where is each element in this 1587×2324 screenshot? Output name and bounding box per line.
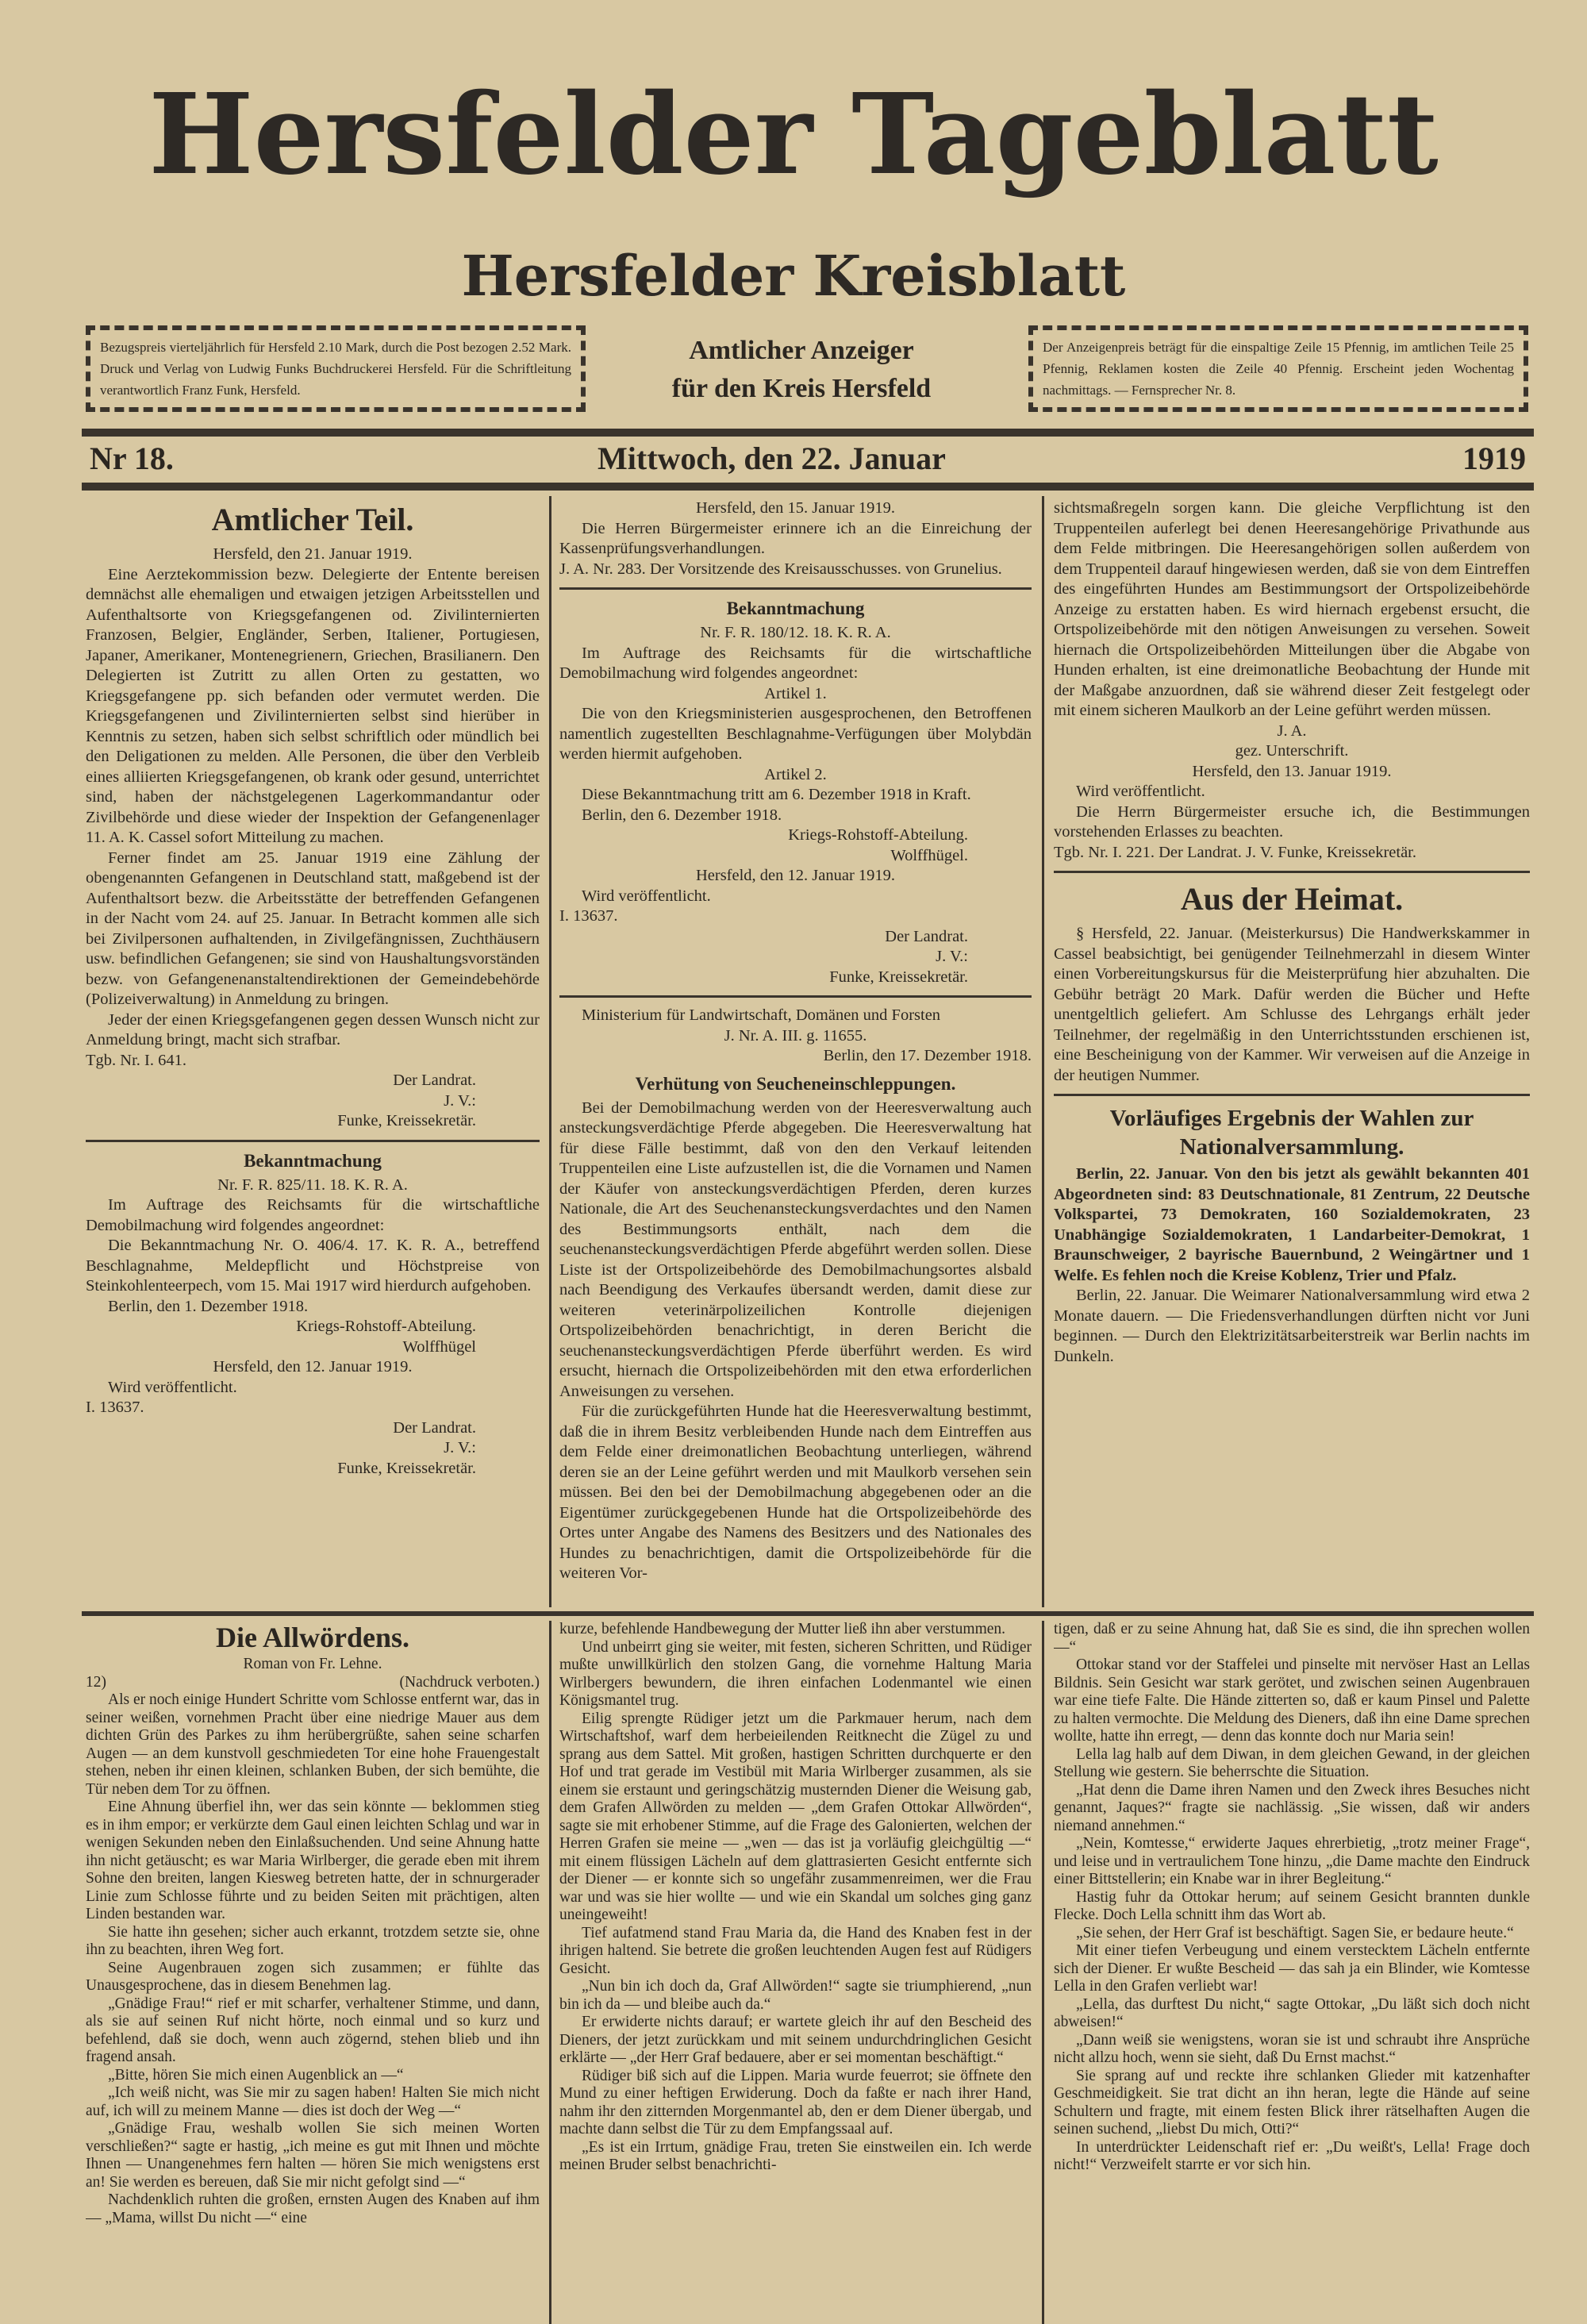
paragraph: Diese Bekanntmachung tritt am 6. Dezember 1918 in Kraft. (582, 786, 971, 803)
paragraph: Hersfeld, den 21. Januar 1919. (213, 545, 413, 563)
paragraph: „Nun bin ich doch da, Graf Allwörden!“ sagte sie triumphierend, „nun bin ich da — und bleibe auch da.“ (559, 1978, 1032, 2013)
paragraph: „Bitte, hören Sie mich einen Augenblick an —“ (108, 2066, 404, 2084)
signature: Kriegs-Rohstoff-Abteilung. (296, 1318, 476, 1335)
signature: gez. Unterschrift. (1235, 742, 1349, 760)
reference-number: I. 13637. (559, 907, 618, 925)
signature: Wolffhügel. (890, 846, 968, 864)
newspaper-subtitle: Hersfelder Kreisblatt (461, 243, 1126, 309)
paragraph: Seine Augenbrauen zogen sich zusammen; er fühlte das Unausgesprochene, das in diesem Benehmen lag. (86, 1959, 540, 1994)
column-2 (559, 498, 1032, 1610)
signature: Der Landrat. (885, 927, 968, 945)
paragraph: Im Auftrage des Reichsamts für die wirtschaftliche Demobilmachung wird folgendes angeordnet: (86, 1196, 540, 1234)
signature: Funke, Kreissekretär. (829, 968, 968, 986)
divider (559, 587, 1032, 590)
notice-number: Nr. F. R. 825/11. 18. K. R. A. (217, 1175, 408, 1194)
paragraph: Berlin, 22. Januar. Von den bis jetzt als gewählt bekannten 401 Abgeordneten sind: 83 Deutschnationale, 81 Zentrum, 22 Deutsche Volkspartei, 73 Demokraten, 160 Sozialdemokraten, 23 Unabhängige Sozialdemokraten, 1 Landarbeiter-Demokrat, 1 Braunschweiger, 2 bayrische Bauernbund, 2 Weingärtner und 1 Welfe. Es fehlen noch die Kreise Koblenz, Trier und Pfalz. (1054, 1165, 1530, 1284)
divider (82, 483, 1534, 491)
dateline (82, 438, 1534, 479)
signature: Funke, Kreissekretär. (337, 1112, 476, 1129)
notice-heading: Bekanntmachung (726, 598, 865, 618)
paragraph: kurze, befehlende Handbewegung der Mutter ließ ihn aber verstummen. (559, 1621, 1006, 1637)
paragraph: Für die zurückgeführten Hunde hat die Heeresverwaltung bestimmt, daß die in ihrem Besitz verbleibenden Hunde nach dem Eintreffen aus dem Felde einer dreimonatlichen Beobachtung unterliegen, während deren sie an der Leine geführt werden und mit Maulkorb versehen sein müssen. Bei den bei der Demobilmachung abgegebenen oder an die Eigentümer zurückgegebenen Hunde hat die Ortspolizeibehörde des Ortes unter Angabe des Namens des Besitzers und des Nationales des Hundes zu benachrichtigen, damit die Ortspolizeibehörde für die weiteren Vor- (559, 1402, 1032, 1582)
signature: Der Landrat. (393, 1418, 476, 1437)
paragraph: Die Herren Bürgermeister erinnere ich an die Einreichung der Kassenprüfungsverhandlungen. (559, 519, 1032, 557)
paragraph: Die Herrn Bürgermeister ersuche ich, die Bestimmungen vorstehenden Erlasses zu beachten. (1054, 802, 1530, 841)
paragraph: „Sie sehen, der Herr Graf ist beschäftigt. Sagen Sie, er bedaure heute.“ (1076, 1924, 1514, 1941)
serial-byline: Roman von Fr. Lehne. (243, 1656, 382, 1672)
paragraph: Die von den Kriegsministerien ausgesprochenen, den Betroffenen namentlich zugestellten Beschlagnahme-Verfügungen über Molybdän werden hiermit aufgehoben. (559, 705, 1032, 763)
paragraph: Eine Ahnung überfiel ihn, wer das sein könnte — beklommen stieg es in ihm empor; er verkürzte dem Gaul einen leichten Schlag und war in wenigen Sekunden neben den Einlaßsuchenden. Und seine Ahnung hatte ihn nicht getäuscht; es war Maria Wirlberger, die gerade eben mit ihrem Sohne den breiten, langen Kiesweg betreten hatte, der in schnurgerader Linie zum Schlosse führte und zu beiden Seiten mit prächtigen, alten Linden bestanden war. (86, 1799, 540, 1922)
paragraph: Berlin, den 6. Dezember 1918. (582, 806, 782, 824)
paragraph: Sie hatte ihn gesehen; sicher auch erkannt, trotzdem setzte sie, ohne ihn zu beachten, ihren Weg fort. (86, 1923, 540, 1958)
paragraph: „Gnädige Frau, weshalb wollen Sie sich meinen Worten verschließen?“ sagte er hastig, „ich meine es gut mit Ihnen und möchte Ihnen — Unangenehmes fern halten — hören Sie mich wenigstens erst an! Sie werden es bereuen, daß Sie mir nicht gefolgt sind —“ (86, 2120, 540, 2191)
paragraph: Hersfeld, den 12. Januar 1919. (213, 1358, 413, 1376)
official-gazette-label (591, 332, 1012, 408)
feuilleton-column-2 (559, 1621, 1032, 2322)
notice-heading: Bekanntmachung (244, 1150, 382, 1171)
column-divider (549, 1621, 551, 2324)
paragraph: Die Bekanntmachung Nr. O. 406/4. 17. K. R. A., betreffend Beschlagnahme, Meldepflicht und Höchstpreise von Steinkohlenteerpech, vom 15. Mai 1917 wird hierdurch aufgehoben. (86, 1237, 540, 1295)
signature: J. A. (1277, 721, 1307, 740)
article-label: Artikel 1. (764, 684, 827, 702)
paragraph: Wird veröffentlicht. (108, 1378, 237, 1396)
paragraph: Wird veröffentlicht. (582, 887, 711, 905)
divider (559, 995, 1032, 998)
paragraph: Berlin, den 1. Dezember 1918. (108, 1297, 309, 1315)
gazette-line-2: für den Kreis Hersfeld (671, 374, 932, 403)
divider (1054, 1094, 1530, 1096)
paragraph: sichtsmaßregeln sorgen kann. Die gleiche Verpflichtung ist den Truppenteilen auferlegt bei denen Heeresangehörige Privathunde aus dem Felde mitbringen. Die Heeresangehörigen sollen außerdem von dem Truppenteil darauf hingewiesen werden, daß sie von dem Eintreffen des eingeführten Hundes am Bestimmungsort der Ortspolizeibehörde Anzeige zu erstatten haben. Es wird hiernach ergebenst ersucht, die Ortspolizeibehörde mit den nötigen Anweisungen zu versehen. Soweit hiernach die Ortspolizeibehörden Mitteilungen über die Abgabe von Hunden erhalten, ist eine dreimonatliche Beobachtung der Hunde mit der Maßgabe anzuordnen, daß sie während dieser Zeit festgelegt oder mit einem sicheren Maulkorb an der Leine geführt werden müssen. (1054, 499, 1530, 719)
advertising-box: Der Anzeigenpreis beträgt für die einspaltige Zeile 15 Pfennig, im amtlichen Teile 25 Pfennig, Reklamen kosten die Zeile 40 Pfennig. Erscheint jeden Wochentag nachmittags. — Fernsprecher Nr. 8. (1028, 325, 1528, 412)
paragraph: J. A. Nr. 283. Der Vorsitzende des Kreisausschusses. von Grunelius. (559, 560, 1002, 578)
signature: Kriegs-Rohstoff-Abteilung. (788, 826, 968, 844)
gazette-line-1: Amtlicher Anzeiger (689, 336, 914, 365)
column-divider (1042, 496, 1044, 1607)
paragraph: Als er noch einige Hundert Schritte vom Schlosse entfernt war, das in seiner weißen, vornehmen Pracht über eine niedrige Mauer aus dem dichten Grün des Parkes zu ihm herübergrüßte, sahen seine scharfen Augen — an dem kunstvoll geschmiedeten Tor eine hohe Frauengestalt stehen, neben ihr einen kleinen, schlanken Buben, der sich bemühte, die Tür neben dem Tor zu öffnen. (86, 1691, 540, 1798)
paragraph: Jeder der einen Kriegsgefangenen gegen dessen Wunsch nicht zur Anmeldung bringt, macht sich strafbar. (86, 1010, 540, 1048)
paragraph: Er erwiderte nichts darauf; er wartete gleich ihr auf den Bescheid des Dieners, der jetzt zurückkam und mit seinem undurchdringlichen Gesicht erklärte — „der Herr Graf bedauere, aber er sei momentan beschäftigt.“ (559, 2014, 1032, 2066)
column-divider (549, 496, 551, 1607)
section-heading: Amtlicher Teil. (211, 502, 414, 537)
subscription-box: Bezugspreis vierteljährlich für Hersfeld 2.10 Mark, durch die Post bezogen 2.52 Mark. Druck und Verlag von Ludwig Funks Buchdruckerei Hersfeld. Für die Schriftleitung verantwortlich Franz Funk, Hersfeld. (86, 325, 586, 412)
paragraph: Mit einer tiefen Verbeugung und einem verstecktem Lächeln entfernte sich der Diener. Er wußte Bescheid — das sah ja ein Blinder, wie Komtesse Lella in den Grafen verliebt war! (1054, 1942, 1530, 1995)
paragraph: „Nein, Komtesse,“ erwiderte Jaques ehrerbietig, „trotz meiner Frage“, und leise und in vertraulichem Tone hinzu, „die Dame machte den Eindruck einer Bittstellerin; ein Knabe war in ihrer Begleitung.“ (1054, 1835, 1530, 1887)
paragraph: Im Auftrage des Reichsamts für die wirtschaftliche Demobilmachung wird folgendes angeordnet: (559, 644, 1032, 682)
paragraph: Eine Aerztekommission bezw. Delegierte der Entente bereisen demnächst alle ehemaligen und etwaigen jetzigen Arbeitsstellen und Aufenthaltsorte von Kriegsgefangenen od. Zivilinternierten Franzosen, Belgier, Engländer, Serben, Italiener, Portugiesen, Japaner, Amerikaner, Montenegrienern, Griechen, Brasilianern. Den Delegierten ist Zutritt zu allen Orten zu gestatten, wo Kriegsgefangene pp. sich befanden oder vermutet werden. Die Kriegsgefangenen und Zivilinternierten selbst sind hierüber in Kenntnis zu setzen, haben sich selbst schriftlich oder mündlich bei den Deligationen zu melden. Alle Personen, die über den Verbleib eines alliierten Kriegsgefangenen, ob krank oder gesund, unterrichtet sind, haben der nächstgelegenen Lagerkommandantur oder Zivilbehörde und diese wieder der Inspektion der Gefangenenlager 11. A. K. Cassel sofort Mitteilung zu machen. (86, 565, 540, 846)
paragraph: „Gnädige Frau!“ rief er mit scharfer, verhaltener Stimme, und dann, als sie auf seinen Ruf nicht hörte, noch einmal und so kurz und befehlend, daß sie doch, wenn auch zögernd, stehen blieb und ihn fragend ansah. (86, 1995, 540, 2065)
paragraph: „Es ist ein Irrtum, gnädige Frau, treten Sie einstweilen ein. Ich werde meinen Bruder selbst benachrichti- (559, 2138, 1032, 2173)
issue-year: 1919 (1462, 441, 1526, 476)
signature: J. V.: (444, 1091, 476, 1110)
signature: Wolffhügel (402, 1337, 476, 1356)
paragraph: Nachdenklich ruhten die großen, ernsten Augen des Knaben auf ihm — „Mama, willst Du nicht —“ eine (86, 2191, 540, 2226)
reference-number: Tgb. Nr. I. 641. (86, 1051, 186, 1069)
divider (82, 429, 1534, 437)
article-label: Artikel 2. (764, 765, 827, 783)
paragraph: Eilig sprengte Rüdiger jetzt um die Parkmauer herum, nach dem Wirtschaftshof, warf dem herbeieilenden Reitknecht die Zügel zu und sprang aus dem Sattel. Mit großen, hastigen Schritten durchquerte er den Hof und trat gerade im Vestibül mit Maria Wirlberger zusammen, als sie einem sie erstaunt und geringschätzig musternden Diener die Weisung gab, dem Grafen Allwörden zu melden — „dem Grafen Ottokar Allwörden“, sagte sie mit erhobener Stimme, auf die Frage des Galonierten, welchen der Herren Grafen sie meine — „wen — das ist ja vorläufig gleichgültig —“ mit einem flüssigen Lächeln auf dem glattrasierten Gesicht entfernte sich der Diener — er konnte sich so ungefähr zusammenreimen, wer die Frau war und was sie hier wollte — und wie ein Skandal um solches ging ganz uneingeweiht! (559, 1710, 1032, 1923)
notice-heading: Verhütung von Seucheneinschleppungen. (635, 1073, 956, 1094)
paragraph: Hastig fuhr da Ottokar herum; auf seinem Gesicht brannten dunkle Flecke. Doch Lella schnitt ihm das Wort ab. (1054, 1888, 1530, 1923)
paragraph: „Lella, das durftest Du nicht,“ sagte Ottokar, „Du läßt sich doch nicht abweisen!“ (1054, 1995, 1530, 2030)
reference-number: I. 13637. (86, 1399, 144, 1416)
divider (86, 1140, 540, 1142)
paragraph: Hersfeld, den 13. Januar 1919. (1192, 762, 1392, 780)
paragraph: Berlin, 22. Januar. Die Weimarer Nationalversammlung wird etwa 2 Monate dauern. — Die Friedensverhandlungen dürften nicht vor Juni beginnen. — Durch den Elektrizitätsarbeiterstreik war Berlin nachts im Dunkeln. (1054, 1287, 1530, 1365)
paragraph: „Hat denn die Dame ihren Namen und den Zweck ihres Besuches nicht genannt, Jaques?“ fragte sie nachlässig. „Sie wissen, daß wir anders niemand annehmen.“ (1054, 1781, 1530, 1834)
signature: J. V.: (936, 948, 968, 965)
notice-number: Nr. F. R. 180/12. 18. K. R. A. (700, 624, 891, 641)
paragraph: Tief aufatmend stand Frau Maria da, die Hand des Knaben fest in der ihrigen haltend. Sie betrete die großen leuchtenden Augen fest auf Rüdigers Gesicht. (559, 1924, 1032, 1977)
paragraph: Hersfeld, den 12. Januar 1919. (695, 867, 896, 884)
paragraph: Berlin, den 17. Dezember 1918. (823, 1047, 1032, 1064)
signature: Der Landrat. (393, 1072, 476, 1089)
reference-number: Tgb. Nr. I. 221. Der Landrat. J. V. Funke, Kreissekretär. (1054, 843, 1416, 861)
paragraph: Rüdiger biß sich auf die Lippen. Maria wurde feuerrot; sie öffnete den Mund zu einer heftigen Erwiderung. Doch da faßte er nach ihrer Hand, nahm ihr den zitternden Morgenmantel ab, den er dem Diener übergab, und machte dann selbst die Tür zu dem Empfangssaal auf. (559, 2067, 1032, 2137)
divider (1054, 871, 1530, 873)
serial-title: Die Allwördens. (215, 1622, 409, 1653)
section-heading: Vorläufiges Ergebnis der Wahlen zur Nationalversammlung. (1109, 1106, 1474, 1160)
paragraph: „Dann weiß sie wenigstens, woran sie ist und schraubt ihre Ansprüche nicht allzu hoch, wenn sie sieht, daß Du Ernst machst.“ (1054, 2031, 1530, 2066)
feuilleton-column-1 (86, 1621, 540, 2322)
paragraph: Ministerium für Landwirtschaft, Domänen und Forsten (582, 1006, 941, 1024)
column-1 (86, 498, 540, 1610)
installment-number: 12) (86, 1673, 106, 1691)
column-3 (1054, 498, 1530, 1610)
section-heading: Aus der Heimat. (1180, 881, 1404, 917)
paragraph: „Ich weiß nicht, was Sie mir zu sagen haben! Halten Sie mich nicht auf, ich will zu meinem Manne — dies ist doch der Weg —“ (86, 2084, 540, 2119)
issue-date: Mittwoch, den 22. Januar (598, 441, 946, 476)
paragraph: In unterdrückter Leidenschaft rief er: „Du weißt's, Lella! Frage doch nicht!“ Verzweifelt starrte er vor sich hin. (1054, 2138, 1530, 2173)
paragraph: Und unbeirrt ging sie weiter, mit festen, sicheren Schritten, und Rüdiger mußte unwillkürlich den stolzen Gang, die vornehme Haltung Maria Wirlbergers bewundern, die ihren einfachen Lodenmantel wie einen Königsmantel trug. (559, 1638, 1032, 1709)
divider (82, 1611, 1534, 1616)
signature: J. V.: (444, 1439, 476, 1456)
signature: Funke, Kreissekretär. (337, 1459, 476, 1477)
newspaper-title: Hersfelder Tageblatt (148, 70, 1439, 200)
paragraph: Ottokar stand vor der Staffelei und pinselte mit nervöser Hast an Lellas Bildnis. Sein Gesicht war stark gerötet, und zwischen seinen Augenbrauen war eine tiefe Falte. Die Hände zitterten so, daß er kaum Pinsel und Palette zu halten vermochte. Die Meldung des Dieners, daß ihn eine Dame sprechen wollte, hatte ihn erregt, — denn das konnte doch nur Maria sein! (1054, 1656, 1530, 1745)
paragraph: Hersfeld, den 15. Januar 1919. (695, 499, 896, 517)
reprint-note: (Nachdruck verboten.) (399, 1673, 540, 1691)
paragraph: Bei der Demobilmachung werden von der Heeresverwaltung auch ansteckungsverdächtige Pferde abgegeben. Die Heeresverwaltung hat für diese Fälle bestimmt, daß von den den Verkauf leitenden Truppenteilen eine Liste aufzustellen ist, die die Vornamen und Namen der Käufer von ansteckungsverdächtigen Pferden, deren kurzes Nationale, die Art des Seuchenansteckungsverdachtes und den Namen des Bestimmungsorts enthält, nach dem die seuchenansteckungsverdächtigen Pferde abgeführt werden sollen. Diese Liste ist der Ortspolizeibehörde des Demobilmachungsortes alsbald nach Beendigung des Verkaufes übersandt werden, damit diese zur weiteren veterinärpolizeilichen Kontrolle diejenigen Ortspolizeibehörden benachrichtigt, in deren Bericht die seuchenansteckungsverdächtigen Pferde überführt werden. Es wird ersucht, hiernach die Ortspolizeibehörden mit den etwa erforderlichen Anweisungen zu versehen. (559, 1099, 1032, 1400)
feuilleton-column-3 (1054, 1621, 1530, 2322)
paragraph: Lella lag halb auf dem Diwan, in dem gleichen Gewand, in der gleichen Stellung wie gestern. Sie beherrschte die Situation. (1054, 1745, 1530, 1780)
paragraph: Sie sprang auf und reckte ihre schlanken Glieder mit katzenhafter Geschmeidigkeit. Sie trat dicht an ihn heran, legte die Hände auf seine Schultern und fragte, mit einem festen Blick ihrer rätselhaften Augen die seinen suchend, „liebst Du mich, Otti?“ (1054, 2067, 1530, 2137)
paragraph: Wird veröffentlicht. (1076, 783, 1205, 800)
paragraph: Ferner findet am 25. Januar 1919 eine Zählung der obengenannten Gefangenen in Deutschland statt, maßgebend ist der Aufenthaltsort bezw. die Arbeitsstätte der betreffenden Gefangenen in der Nacht vom 24. auf 25. Januar. In Betracht kommen alle sich bei Zivilpersonen aufhaltenden, in Zivilgefängnissen, Zuchthäusern usw. befindlichen Gefangenen; sie sind von Haushaltungsvorständen bezw. von Gefangenenanstaltendirektionen der Gemeindebehörde (Polizeiverwaltung) in Anmeldung zu bringen. (86, 848, 540, 1008)
issue-number: Nr 18. (90, 441, 174, 476)
column-divider (1042, 1621, 1044, 2324)
paragraph: tigen, daß er zu seine Ahnung hat, daß Sie es sind, die ihn sprechen wollen —“ (1054, 1621, 1530, 1656)
reference-number: J. Nr. A. III. g. 11655. (724, 1026, 867, 1045)
paragraph: § Hersfeld, 22. Januar. (Meisterkursus) Die Handwerkskammer in Cassel beabsichtigt, bei genügender Teilnehmerzahl in diesem Winter einen Vorbereitungskursus für die Meisterprüfung hier abzuhalten. Die Gebühr beträgt 20 Mark. Dafür werden die Bücher und Hefte unentgeltlich geliefert. Am Schlusse des Lehrgangs erhält jeder Teilnehmer, der regelmäßig in den Unterrichtsstunden erschienen ist, eine Bescheinigung von der Kammer. Wir verweisen auf die Anzeige in der heutigen Nummer. (1054, 925, 1530, 1084)
